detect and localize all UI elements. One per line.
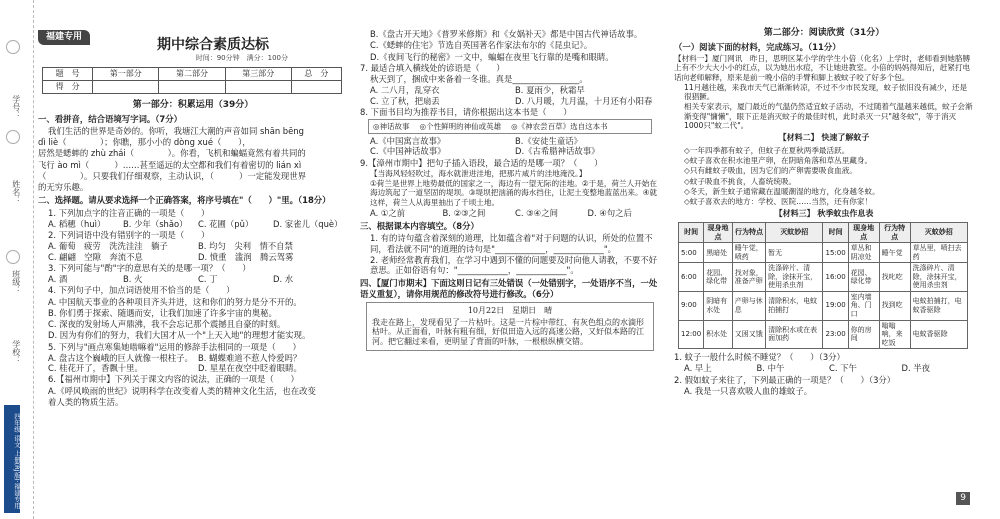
question: 1. 下列加点字的注音正确的一项是（ ） [48, 207, 210, 218]
material-3-label: 【材料三】 [774, 209, 815, 219]
score-input[interactable] [225, 80, 291, 93]
class-label: 班级： [11, 270, 21, 294]
question: 2. 下列词语中没有错别字的一项是（ ） [48, 230, 210, 241]
table-cell: 16:00 [823, 263, 848, 292]
option[interactable]: C. 深夜的发射场人声鼎沸，我不会忘记那个震撼且自豪的时刻。 [48, 319, 286, 330]
score-input[interactable] [93, 80, 159, 93]
table-cell: 产卵与休息 [732, 291, 765, 320]
options [38, 274, 348, 284]
table-cell: 睡午觉 [879, 243, 910, 263]
part-2-heading: 第二部分：阅读欣赏（31分） [763, 28, 885, 38]
table-cell: 室内墙角、门口 [848, 291, 879, 320]
diary-box [366, 302, 654, 351]
diary-date: 10月22日 星期日 晴 [467, 305, 553, 315]
table-cell: 电蚊拍捕打，电蚊香驱除 [910, 291, 967, 320]
table-cell: 找叱吃 [879, 263, 910, 292]
score-cell: 第二部分 [159, 67, 225, 80]
material-3-title: 秋季蚊虫作息表 [817, 209, 874, 219]
pinyin-line: 我们生活的世界是奇妙的。你听，我塘江大潮的声音如同 shān bēng [48, 125, 304, 136]
table-cell: 洗涤碎片、清除，涂抹开宝，使用杀虫剂 [766, 263, 823, 292]
option[interactable]: D. 星星在夜空中眨着眼睛。 [198, 363, 302, 374]
option[interactable]: A.《中国寓言故事》 [370, 136, 446, 147]
exam-meta: 时间：90分钟 满分：100分 [195, 54, 288, 63]
score-table [42, 67, 342, 94]
option[interactable]: D. ④句之后 [587, 207, 632, 218]
option[interactable]: C. 翩翩 空隙 奔流不息 [48, 251, 143, 262]
question: 8. 下面书目均为推荐书目，请你根据出这本书是（ ） [360, 106, 572, 117]
table-header: 灭蚊妙招 [766, 223, 823, 243]
score-cell: 总 分 [291, 67, 341, 80]
table-cell: 19:00 [823, 291, 848, 320]
table-row [679, 291, 968, 320]
table-cell: 清除积水，电蚊拍捕打 [766, 291, 823, 320]
score-cell: 题 号 [43, 67, 93, 80]
table-header: 行为特点 [879, 223, 910, 243]
table-cell: 找对象，准备产卵 [732, 263, 765, 292]
table-row [679, 263, 968, 292]
option[interactable]: B.《盘古开天地》《普罗米修斯》和《女娲补天》都是中国古代神话故事。 [370, 29, 643, 39]
edition-strip: 四年级 语文 上册(RJ版)·福建专用 [4, 405, 20, 513]
section-1-title: 一、看拼音，结合语境写字词。（7分） [38, 113, 183, 124]
material-2-title: 快速了解蚊子 [821, 133, 870, 143]
option[interactable]: A. 稻穗（huì） [48, 218, 106, 229]
part-1-heading: 第一部分：积累运用（39分） [132, 99, 254, 110]
option[interactable]: C. 桂花开了，香飘十里。 [48, 363, 143, 374]
pinyin-line: 的无穷乐趣。 [38, 182, 89, 193]
pinyin-line: dì liè（ ）；你瞧，那小小的 dòng xué（ ）， [38, 137, 251, 148]
option[interactable]: D. 家雀儿（què） [273, 218, 343, 229]
options [38, 353, 348, 374]
option[interactable]: A. 盘古这个巍峨的巨人就像一根柱子。 [48, 352, 193, 363]
option[interactable]: B. 少年（shǎo） [123, 218, 188, 229]
score-cell: 第三部分 [225, 67, 291, 80]
page-number: 9 [956, 492, 970, 505]
edition-badge: 福建专用 [38, 30, 90, 45]
fact: ◇蚊子喜欢在积水池里产卵，在阴暗角落和草丛里藏身。 [684, 156, 873, 166]
section-4-title: 四、【厦门市期末】下面这则日记有三处错误（一处错别字，一处语序不当，一处语义重复），请你用规范的修改符号进行修改。（6分） [360, 278, 658, 299]
option[interactable]: D. 因为有你们的努力，我们大国才从一个"上天入地"的理想才能实现。 [48, 330, 311, 341]
table-cell: 暂无 [766, 243, 823, 263]
table-cell: 12:00 [679, 320, 704, 349]
table-cell: 你的房间 [848, 320, 879, 349]
binding-hole [6, 130, 20, 144]
table-cell: 23:00 [823, 320, 848, 349]
table-cell: 阴暗有水处 [704, 291, 733, 320]
hint: ◎《神农尝百草》选自这本书 [511, 122, 608, 131]
column-3 [674, 0, 974, 519]
table-cell: 草丛和阴凉处 [848, 243, 879, 263]
table-cell: 草丛里，喷扫去药 [910, 243, 967, 263]
question: 5. 下列与"画点寒集她啮嘛着"运用的修辞手法相同的一项是（ ） [48, 341, 301, 352]
option[interactable]: B. 你们勇于探索、随遇而安，让我们加速了许多宇宙的奥秘。 [48, 307, 277, 318]
options [360, 208, 660, 218]
name-label: 姓名： [11, 180, 21, 204]
pinyin-line: 居然是蟋蟀的 zhù zhái（ ）。你看，飞机和蝙蝠竟然有着共同的 [38, 148, 306, 159]
table-cell: 嗡嗡响，来吃饭 [879, 320, 910, 349]
mosquito-schedule-table [678, 222, 968, 349]
column-1 [38, 0, 348, 519]
option[interactable]: D. 半夜 [901, 363, 931, 374]
option[interactable]: C.《蟋蟀的住宅》节选自英国著名作家法布尔的《昆虫记》。 [370, 40, 593, 51]
option[interactable]: D. 八月暖，九月温，十月还有小阳春 [515, 95, 653, 106]
table-cell: 黑暗处 [704, 243, 733, 263]
table-header: 时间 [823, 223, 848, 243]
student-id-label: 学号： [11, 95, 21, 119]
option[interactable]: D. 水 [273, 274, 294, 285]
table-cell: 9:00 [679, 291, 704, 320]
fact: ◇蚊子喜欢去的地方：学校、医院……当然，还有你家！ [684, 197, 873, 207]
score-cell: 第一部分 [93, 67, 159, 80]
option[interactable]: C. 下午 [829, 363, 857, 374]
option[interactable]: B. 中午 [756, 363, 785, 374]
binding-margin [0, 0, 34, 519]
question: 2. 老师经常教育我们，在学习中遇到不懂的问题要及时向他人请教，不要不好意思。正如俗语有句："____________，____________"。 [370, 254, 658, 276]
table-cell: 又困又饿 [732, 320, 765, 349]
question: 1. 蚊子一般什么时候不睡觉？（ ）（3分） [674, 352, 845, 363]
fact: ◇蚊子吸血不挑食，人畜统统吸。 [684, 176, 797, 186]
options [38, 241, 348, 262]
options [674, 363, 974, 373]
reading-title: （一）阅读下面的材料，完成练习。（11分） [674, 41, 841, 52]
diary-text[interactable]: 我走在路上，发现看见了一片枯叶。这是一片棕中带红、有灰色组点的水滴形枯叶。从正面看，叶脉有粗有细，好似田造入远的高速公路，又好似本路的江河。把它翻过来看，更明显了背面的叶脉，一根根纵横交错。 [372, 317, 644, 347]
option[interactable]: D.《古希腊神话故事》 [515, 146, 600, 157]
table-cell: 花园、绿化带 [848, 263, 879, 292]
score-input[interactable] [159, 80, 225, 93]
option[interactable]: A.《呼风唤雨的世纪》说明科学在改变着人类的精神文化生活，也在改变 [48, 385, 316, 396]
table-header: 灭蚊妙招 [910, 223, 967, 243]
option[interactable]: C. 丁 [198, 274, 218, 285]
question: 3. 下列可能与"酌"字的意思有关的是哪一项？（ ） [48, 262, 251, 273]
option[interactable]: C.《中国神话故事》 [370, 146, 446, 157]
passage: ①荷兰是世界上地势最低的国家之一，海边有一望无际的洼地。②于是，荷兰人开始在海边筑起了一道坚固的堤坝。③堤坝把汹涌的海水挡住，让泥土变整地蓝蓝出来。④就这样，荷兰人从海里抽出了千顷土地。 [370, 179, 657, 207]
option[interactable]: C. ③④之间 [515, 207, 558, 218]
options [360, 136, 660, 157]
table-cell: 15:00 [823, 243, 848, 263]
option[interactable]: A. 二八月，乱穿衣 [370, 85, 440, 96]
option: 着人类的物质生活。 [48, 396, 124, 407]
options [360, 85, 660, 106]
material-2-heading [674, 133, 974, 143]
hint: ◎神话故事 [373, 122, 410, 131]
pinyin-line: 飞行 ào mì（ ）……甚至遥远的太空都和我们有着密切的 lián xì [38, 159, 302, 170]
school-label: 学校： [11, 340, 21, 364]
question-stem: 【当海风轻轻吹过，海水就泄进洼地，把那片咸片的洼地淹没。】 [370, 168, 587, 178]
option[interactable]: D.《夜间飞行的秘密》一文中，蝙蝠在夜里飞行靠的是嘴和眼睛。 [370, 51, 614, 62]
score-cell: 得 分 [43, 80, 93, 93]
table-cell: 积水处 [704, 320, 733, 349]
option[interactable]: B. 火 [123, 274, 143, 285]
option[interactable]: B. ②③之间 [442, 207, 486, 218]
hint-box [368, 119, 652, 134]
option[interactable]: B. 蝴蝶难道不惹人怜爱吗？ [198, 352, 302, 363]
option[interactable]: B. 均匀 尖利 情不自禁 [198, 241, 293, 252]
table-header: 行为特点 [732, 223, 765, 243]
option[interactable]: B. 夏雨少，秋霜早 [515, 85, 585, 96]
fact: ◇一年四季都有蚊子，但蚊子在夏秋两季最活跃。 [684, 145, 850, 155]
question: 2. 假如蚊子来往了，下列最正确的一项是？（ ）（3分） [674, 374, 896, 385]
table-header: 时间 [679, 223, 704, 243]
binding-hole [6, 40, 20, 54]
option[interactable]: A. 早上 [684, 363, 712, 374]
fact: ◇冬天，新生蚊子通常藏在温暖潮湿的地方，化身越冬蚊。 [684, 186, 880, 196]
option[interactable]: D. 愤重 滥润 腾云驾雾 [198, 251, 294, 262]
option[interactable]: C. 立了秋，把扇丢 [370, 95, 440, 106]
material-1b: 11月越往越，来我市天气已渐渐转凉，不过不少市民发现，蚊子依旧没有减少，还是很猖獗。 [684, 82, 968, 102]
options [38, 219, 348, 229]
question: 4. 下列句子中，加点词语使用不恰当的是（ ） [48, 285, 235, 296]
option[interactable]: A. 我是一只喜欢吸人血的雄蚊子。 [684, 385, 813, 396]
option[interactable]: A. 葡萄 疲劳 洗洗洼洼 躺子 [48, 241, 168, 252]
table-cell: 电蚊香驱除 [910, 320, 967, 349]
column-2 [360, 0, 660, 519]
section-2-title: 二、选择题。请从要求选择一个正确答案，将序号填在"（ ）"里。（18分） [38, 195, 331, 206]
table-cell: 睡午觉，喷药 [732, 243, 765, 263]
hint: ◎个性鲜明的神仙或英雄 [419, 122, 502, 131]
table-cell: 洗涤碎片、清除，涂抹开宝，使用杀虫剂 [910, 263, 967, 292]
question: 9.【漳州市期中】把句子插入语段，最合适的是哪一项？（ ） [360, 157, 603, 168]
option[interactable]: C. 花圃（pǔ） [198, 218, 254, 229]
material-1: 【材料一】厦门网讯 昨日，思明区某小学的学生小倍（化名）上学时，老师看到她胳膊上有不少大大小小的红点，以为她出水痘，不让她进教室。小倍的妈妈得知后，赶紧打电话向老师解释，原来是前一晚小倍的手臂和脚上被蚊子咬了好多个包。 [674, 54, 971, 82]
option[interactable]: A. 中国航天事业的各种项目齐头并进，这和你们的努力是分不开的。 [48, 296, 302, 307]
table-row [679, 320, 968, 349]
material-1c: 相关专家表示，厦门最近的气温仍然适宜蚊子活动，不过随着气温越来越低，蚊子会渐渐变得"慵懒"，眼下正是消灭蚊子的最佳时机，此时杀灭一只"越冬蚊"，等于消灭1000只"蚊二代"。 [684, 102, 973, 130]
table-cell: 花园、绿化带 [704, 263, 733, 292]
question: 6.【福州市期中】下列关于课文内容的说法，正确的一项是（ ） [48, 374, 299, 385]
option[interactable]: A. ①之前 [370, 207, 406, 218]
question: 1. 有的诗句蕴含着深刻的道理，比如蕴含着"对于问题的认识，所处的位置不同，看法就不同"的道理的诗句是"____________，____________"。 [370, 233, 653, 254]
table-cell: 找到吃 [879, 291, 910, 320]
pinyin-line: （ ）。只要我们仔细观察，主动认识，（ ）一定能发现世界 [38, 170, 306, 181]
table-cell: 5:00 [679, 243, 704, 263]
section-3-title: 三、根据课本内容填空。（8分） [360, 221, 479, 232]
question-stem: 秋天到了，捆成中来备着一冬谁。真是________________。 [370, 74, 588, 84]
table-cell: 清除积水或在表面加药 [766, 320, 823, 349]
page-title: 期中综合素质达标 [157, 36, 269, 53]
fact: ◇只有雌蚊子吸血，因为它们的产卵需要吸食血液。 [684, 166, 857, 176]
table-row [679, 243, 968, 263]
option[interactable]: A. 酒 [48, 274, 68, 285]
question: 7. 最适合填入横线处的谚语是（ ） [360, 62, 505, 73]
table-cell: 6:00 [679, 263, 704, 292]
material-3-heading [674, 209, 974, 219]
binding-hole [6, 250, 20, 264]
material-2-label: 【材料二】 [778, 133, 819, 143]
table-header: 现身地点 [704, 223, 733, 243]
table-header: 现身地点 [848, 223, 879, 243]
score-input[interactable] [291, 80, 341, 93]
option[interactable]: B.《安徒生童话》 [515, 136, 583, 147]
